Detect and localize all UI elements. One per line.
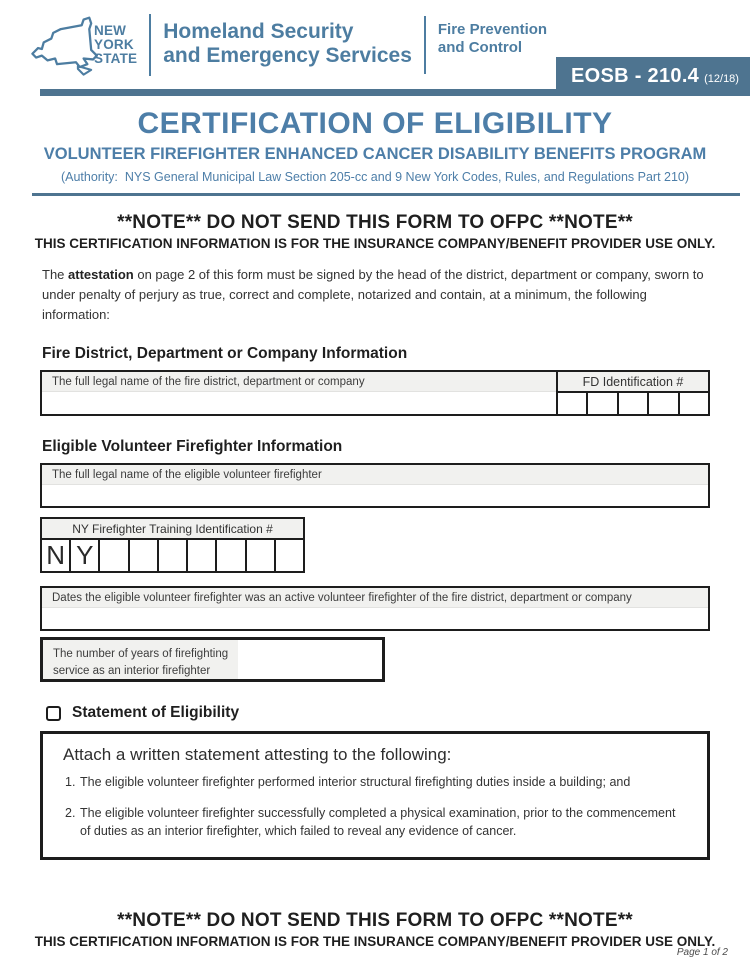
- training-id-cell[interactable]: Y: [69, 540, 98, 571]
- years-of-service-box: [40, 637, 385, 682]
- firefighter-heading: Eligible Volunteer Firefighter Information: [42, 438, 343, 456]
- training-id-cell[interactable]: [274, 540, 303, 571]
- fd-id-cell[interactable]: [617, 393, 647, 414]
- training-id-cell[interactable]: [98, 540, 127, 571]
- fire-district-heading: Fire District, Department or Company Information: [42, 345, 408, 363]
- training-id-cell[interactable]: N: [42, 540, 69, 571]
- page-title: CERTIFICATION OF ELIGIBILITY: [137, 107, 613, 140]
- training-id-label: NY Firefighter Training Identification #: [42, 519, 303, 540]
- intro-paragraph: [42, 265, 710, 325]
- intro-bold-word: attestation: [68, 267, 134, 282]
- training-id-cell[interactable]: [157, 540, 186, 571]
- firefighter-name-label: The full legal name of the eligible volunteer firefighter: [42, 465, 708, 485]
- firefighter-name-box: [40, 463, 710, 508]
- form-number-badge: [556, 57, 750, 96]
- statement-item-text: The eligible volunteer firefighter successfully completed a physical examination, prior to the commencement of duties as an interior firefighter, which failed to reveal any evidence of cancer.: [80, 806, 676, 838]
- training-id-cell[interactable]: [128, 540, 157, 571]
- district-name-field: [42, 372, 556, 414]
- page-subtitle: VOLUNTEER FIREFIGHTER ENHANCED CANCER DISABILITY BENEFITS PROGRAM: [43, 145, 707, 163]
- years-label-line2: service as an interior firefighter: [53, 665, 211, 678]
- fd-id-cell[interactable]: [647, 393, 677, 414]
- logo-state-name: [94, 24, 137, 66]
- intro-text: on page 2 of this form must be signed by the head of the district, department or company, sworn to under penalty of perjury as true, correct and complete, notarized and contain, at a minimum, the following information:: [42, 267, 704, 323]
- fd-id-label: FD Identification #: [558, 372, 708, 393]
- training-id-box: [40, 517, 305, 573]
- division-name: [438, 21, 547, 57]
- training-id-cells: [42, 540, 303, 571]
- active-dates-box: [40, 586, 710, 631]
- logo-state-line: NEW: [94, 23, 127, 38]
- form-number: EOSB - 210.4: [571, 65, 700, 87]
- firefighter-name-input[interactable]: [42, 485, 708, 506]
- division-name-line2: and Control: [437, 39, 523, 56]
- statement-item-number: 2.: [65, 806, 76, 821]
- page-number: Page 1 of 2: [676, 947, 728, 958]
- fd-id-cells: [558, 393, 708, 414]
- statement-heading-row: [46, 704, 750, 722]
- statement-box: [40, 731, 710, 859]
- agency-name-line2: and Emergency Services: [163, 43, 412, 67]
- division-name-line1: Fire Prevention: [437, 21, 548, 38]
- logo-state-line: YORK: [94, 37, 134, 53]
- statement-item-2: [63, 805, 685, 841]
- logo-divider: [424, 16, 426, 74]
- district-name-input[interactable]: [42, 392, 556, 414]
- statement-box-title: Attach a written statement attesting to the following:: [63, 745, 452, 765]
- statement-item-text: The eligible volunteer firefighter performed interior structural firefighting duties inside a building; and: [80, 775, 631, 790]
- note-bottom: [0, 910, 750, 949]
- note-bottom-line1: **NOTE** DO NOT SEND THIS FORM TO OFPC **NOTE**: [117, 909, 633, 931]
- statement-checkbox[interactable]: [46, 706, 61, 721]
- note-bottom-line2: THIS CERTIFICATION INFORMATION IS FOR THE INSURANCE COMPANY/BENEFIT PROVIDER USE ONLY.: [34, 933, 716, 949]
- training-id-cell[interactable]: [186, 540, 215, 571]
- intro-text: The: [42, 267, 69, 282]
- fire-district-box: [40, 370, 710, 416]
- active-dates-input[interactable]: [42, 608, 708, 629]
- header: [0, 0, 750, 96]
- note-top-line1: **NOTE** DO NOT SEND THIS FORM TO OFPC **NOTE**: [117, 212, 633, 233]
- note-top: [0, 212, 750, 251]
- years-label-line1: The number of years of firefighting: [53, 648, 229, 661]
- fd-id-cell[interactable]: [558, 393, 586, 414]
- logo-divider: [149, 14, 151, 76]
- statement-item-1: [63, 774, 685, 792]
- form-revision: (12/18): [704, 72, 739, 85]
- title-rule: [32, 193, 740, 196]
- logo-state-line: STATE: [94, 51, 138, 67]
- years-of-service-input[interactable]: [238, 640, 382, 679]
- training-id-cell[interactable]: [215, 540, 244, 571]
- fd-id-cell[interactable]: [678, 393, 708, 414]
- authority-line: (Authority: NYS General Municipal Law Section 205-cc and 9 New York Codes, Rules, and Regulations Part 210): [60, 170, 690, 184]
- years-of-service-label: [43, 640, 238, 679]
- note-top-line2: THIS CERTIFICATION INFORMATION IS FOR THE INSURANCE COMPANY/BENEFIT PROVIDER USE ONLY.: [34, 236, 716, 251]
- fd-id-cell[interactable]: [586, 393, 616, 414]
- active-dates-label: Dates the eligible volunteer firefighter was an active volunteer firefighter of the fire district, department or company: [42, 588, 708, 608]
- statement-item-number: 1.: [65, 775, 76, 790]
- agency-name: [163, 20, 412, 67]
- fd-identification-field: [556, 372, 708, 414]
- statement-heading: Statement of Eligibility: [72, 704, 240, 722]
- training-id-cell[interactable]: [245, 540, 274, 571]
- district-name-label: The full legal name of the fire district, department or company: [42, 372, 556, 392]
- agency-name-line1: Homeland Security: [163, 20, 354, 43]
